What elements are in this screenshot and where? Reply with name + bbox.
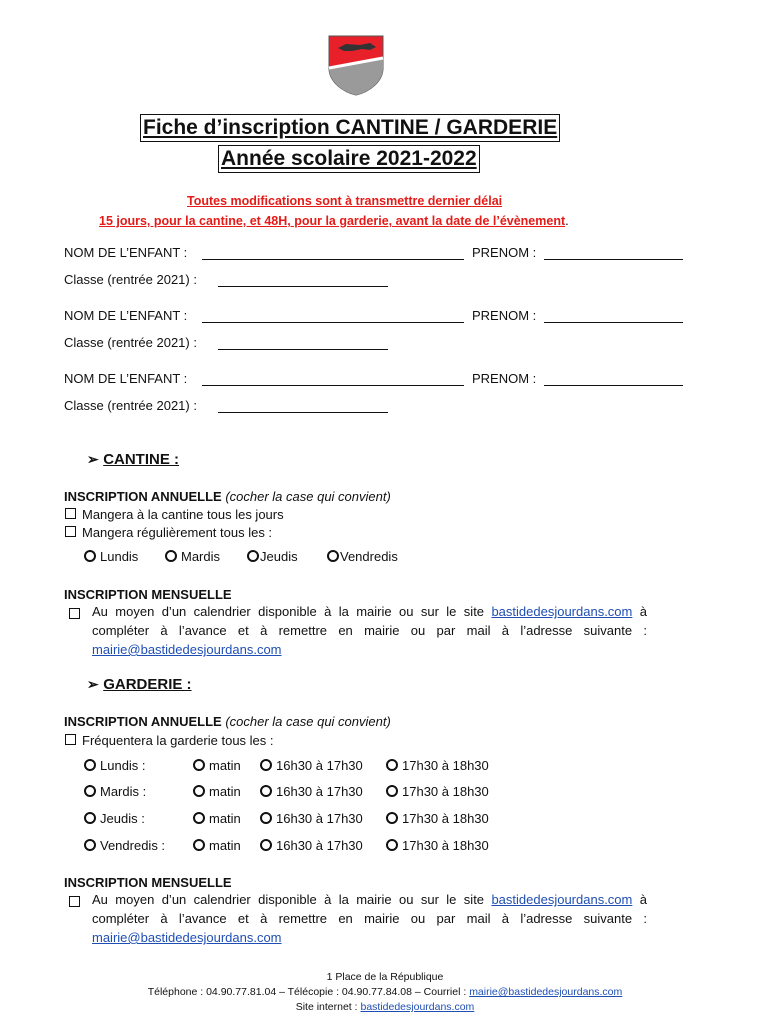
classe-label-2: Classe (rentrée 2021) : <box>64 335 197 350</box>
nom-field-1[interactable] <box>202 259 464 260</box>
slot-label: 16h30 à 17h30 <box>276 784 363 799</box>
notice-tail: . <box>565 213 569 228</box>
checkbox-square-icon[interactable] <box>69 608 80 619</box>
cantine-day-jeudis[interactable] <box>247 549 298 565</box>
radio-circle-icon[interactable] <box>260 812 272 824</box>
radio-circle-icon[interactable] <box>165 550 177 562</box>
arrow-bullet-icon: ➢ <box>87 451 99 467</box>
cantine-heading: CANTINE : <box>103 451 180 468</box>
radio-circle-icon[interactable] <box>386 759 398 771</box>
cantine-opt-all-label: Mangera à la cantine tous les jours <box>82 507 284 522</box>
checkbox-square-icon[interactable] <box>65 526 76 537</box>
day-label: Lundis : <box>100 758 146 773</box>
radio-circle-icon[interactable] <box>260 759 272 771</box>
footer-site-row <box>0 1000 770 1015</box>
prenom-field-2[interactable] <box>544 322 683 323</box>
cantine-day-mardis[interactable] <box>165 549 220 565</box>
cantine-annual-label: INSCRIPTION ANNUELLE <box>64 489 222 504</box>
footer-mail-link[interactable]: mairie@bastidedesjourdans.com <box>469 986 623 998</box>
prenom-label-3: PRENOM : <box>472 371 537 386</box>
notice-line1: Toutes modifications sont à transmettre dernier délai <box>187 194 503 208</box>
radio-circle-icon[interactable] <box>84 812 96 824</box>
slot-label: matin <box>209 784 241 799</box>
garderie-annual-label: INSCRIPTION ANNUELLE <box>64 714 222 729</box>
monthly-text-a: Au moyen d’un calendrier disponible à la mairie ou sur le site <box>92 892 485 907</box>
arrow-bullet-icon: ➢ <box>87 676 99 692</box>
cantine-opt-regular[interactable] <box>65 525 272 541</box>
slot-label: 17h30 à 18h30 <box>402 784 489 799</box>
slot-label: 16h30 à 17h30 <box>276 758 363 773</box>
garderie-annual-hint: (cocher la case qui convient) <box>225 714 391 729</box>
garderie-slot[interactable] <box>260 784 363 800</box>
garderie-opt-all[interactable] <box>65 733 274 749</box>
nom-label-1: NOM DE L’ENFANT : <box>64 245 188 260</box>
garderie-row-day[interactable] <box>84 758 146 774</box>
garderie-annual-row <box>64 714 391 730</box>
radio-circle-icon[interactable] <box>327 550 339 562</box>
day-label: Lundis <box>100 549 139 564</box>
crest-logo <box>326 34 386 96</box>
cantine-heading-wrap <box>87 451 179 469</box>
monthly-text-a: Au moyen d’un calendrier disponible à la mairie ou sur le site <box>92 604 485 619</box>
slot-label: 16h30 à 17h30 <box>276 811 363 826</box>
radio-circle-icon[interactable] <box>84 550 96 562</box>
radio-circle-icon[interactable] <box>84 759 96 771</box>
footer-phone: Téléphone : 04.90.77.81.04 – Télécopie : 04.90.77.84.08 – Courriel : <box>147 986 467 998</box>
garderie-slot[interactable] <box>193 811 241 827</box>
garderie-slot[interactable] <box>386 758 489 774</box>
classe-label-1: Classe (rentrée 2021) : <box>64 272 197 287</box>
footer-contact <box>0 985 770 1000</box>
prenom-label-1: PRENOM : <box>472 245 537 260</box>
monthly-text-c: compléter à l’avance et à remettre en mairie ou par mail à l’adresse suivante : <box>92 911 647 926</box>
garderie-heading: GARDERIE : <box>103 676 192 693</box>
cantine-annual-row <box>64 489 391 505</box>
classe-field-1[interactable] <box>218 286 388 287</box>
cantine-day-vendredis[interactable] <box>327 549 398 565</box>
radio-circle-icon[interactable] <box>193 839 205 851</box>
day-label: Vendredis <box>340 549 398 564</box>
cantine-monthly-text <box>92 602 647 659</box>
garderie-slot[interactable] <box>260 758 363 774</box>
garderie-slot[interactable] <box>193 838 241 854</box>
nom-field-3[interactable] <box>202 385 464 386</box>
day-label: Jeudis : <box>100 811 145 826</box>
slot-label: 17h30 à 18h30 <box>402 811 489 826</box>
slot-label: 17h30 à 18h30 <box>402 758 489 773</box>
radio-circle-icon[interactable] <box>193 759 205 771</box>
slot-label: 17h30 à 18h30 <box>402 838 489 853</box>
garderie-slot[interactable] <box>386 784 489 800</box>
garderie-slot[interactable] <box>386 838 489 854</box>
garderie-slot[interactable] <box>260 838 363 854</box>
day-label: Mardis <box>181 549 221 564</box>
radio-circle-icon[interactable] <box>247 550 259 562</box>
checkbox-square-icon[interactable] <box>65 734 76 745</box>
footer-site-link[interactable]: bastidedesjourdans.com <box>360 1001 475 1013</box>
cantine-opt-all[interactable] <box>65 507 284 523</box>
day-label: Vendredis : <box>100 838 166 853</box>
garderie-heading-wrap <box>87 676 192 694</box>
notice-line2: 15 jours, pour la cantine, et 48H, pour la garderie, avant la date de l’évènement <box>99 214 566 228</box>
garderie-slot[interactable] <box>386 811 489 827</box>
radio-circle-icon[interactable] <box>193 785 205 797</box>
nom-label-3: NOM DE L’ENFANT : <box>64 371 188 386</box>
monthly-text-b: à <box>639 604 648 619</box>
prenom-field-3[interactable] <box>544 385 683 386</box>
nom-label-2: NOM DE L’ENFANT : <box>64 308 188 323</box>
radio-circle-icon[interactable] <box>260 785 272 797</box>
title-line2: Année scolaire 2021-2022 <box>218 145 480 173</box>
prenom-label-2: PRENOM : <box>472 308 537 323</box>
radio-circle-icon[interactable] <box>260 839 272 851</box>
slot-label: 16h30 à 17h30 <box>276 838 363 853</box>
classe-field-2[interactable] <box>218 349 388 350</box>
cantine-opt-regular-label: Mangera régulièrement tous les : <box>82 525 273 540</box>
monthly-text-c: compléter à l’avance et à remettre en mairie ou par mail à l’adresse suivante : <box>92 623 647 638</box>
monthly-text-b: à <box>639 892 648 907</box>
day-label: Mardis : <box>100 784 147 799</box>
title-line1: Fiche d’inscription CANTINE / GARDERIE <box>140 114 560 142</box>
day-label: Jeudis <box>260 549 298 564</box>
radio-circle-icon[interactable] <box>193 812 205 824</box>
classe-field-3[interactable] <box>218 412 388 413</box>
classe-label-3: Classe (rentrée 2021) : <box>64 398 197 413</box>
cantine-monthly-label: INSCRIPTION MENSUELLE <box>64 587 232 602</box>
radio-circle-icon[interactable] <box>386 812 398 824</box>
garderie-slot[interactable] <box>260 811 363 827</box>
mail-link[interactable]: mairie@bastidedesjourdans.com <box>92 642 282 657</box>
prenom-field-1[interactable] <box>544 259 683 260</box>
slot-label: matin <box>209 758 241 773</box>
cantine-day-lundis[interactable] <box>84 549 138 565</box>
checkbox-square-icon[interactable] <box>69 896 80 907</box>
nom-field-2[interactable] <box>202 322 464 323</box>
site-link[interactable]: bastidedesjourdans.com <box>491 892 633 907</box>
footer <box>0 970 770 1015</box>
radio-circle-icon[interactable] <box>386 839 398 851</box>
slot-label: matin <box>209 838 241 853</box>
radio-circle-icon[interactable] <box>84 839 96 851</box>
garderie-monthly-label: INSCRIPTION MENSUELLE <box>64 875 232 890</box>
cantine-annual-hint: (cocher la case qui convient) <box>225 489 391 504</box>
garderie-slot[interactable] <box>193 784 241 800</box>
radio-circle-icon[interactable] <box>84 785 96 797</box>
slot-label: matin <box>209 811 241 826</box>
garderie-opt-all-label: Fréquentera la garderie tous les : <box>82 733 274 748</box>
radio-circle-icon[interactable] <box>386 785 398 797</box>
checkbox-square-icon[interactable] <box>65 508 76 519</box>
garderie-row-day[interactable] <box>84 811 145 827</box>
garderie-row-day[interactable] <box>84 838 165 854</box>
garderie-row-day[interactable] <box>84 784 146 800</box>
garderie-monthly-text <box>92 890 647 947</box>
footer-address: 1 Place de la République <box>326 971 444 983</box>
mail-link[interactable]: mairie@bastidedesjourdans.com <box>92 930 282 945</box>
footer-site-label: Site internet : <box>295 1001 358 1013</box>
site-link[interactable]: bastidedesjourdans.com <box>491 604 633 619</box>
notice-line2-wrap <box>99 212 569 230</box>
garderie-slot[interactable] <box>193 758 241 774</box>
